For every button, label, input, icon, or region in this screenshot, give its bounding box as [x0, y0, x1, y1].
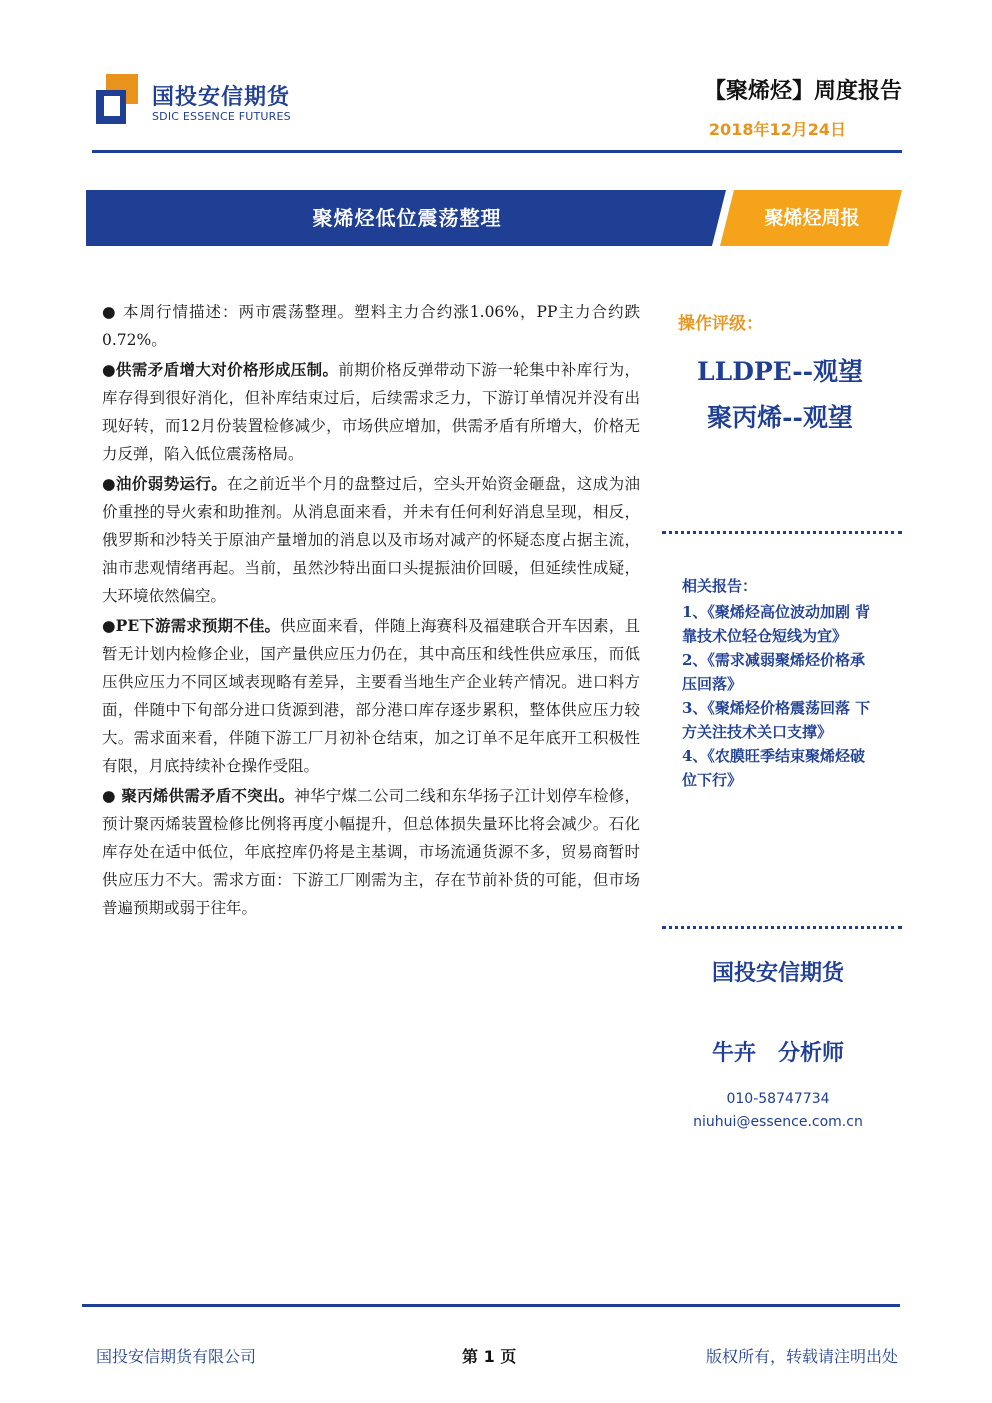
paragraph-lead: ●PE下游需求预期不佳。	[102, 616, 281, 635]
related-report-item[interactable]: 3、《聚烯烃价格震荡回落 下方关注技术关口支撑》	[682, 699, 871, 741]
report-date: 2018年12月24日	[708, 120, 846, 139]
related-report-item[interactable]: 2、《需求减弱聚烯烃价格承压回落》	[682, 651, 865, 693]
paragraph-lead: ●	[102, 302, 123, 321]
sidebar-company-name: 国投安信期货	[711, 961, 844, 986]
logo-mark-icon	[96, 74, 138, 124]
paragraph-oil-price	[102, 470, 640, 610]
analyst-line	[660, 1036, 896, 1067]
analyst-title: 分析师	[778, 1041, 845, 1066]
report-type: 【聚烯烃】周度报告	[703, 79, 902, 104]
page-number: 第 1 页	[462, 1347, 517, 1366]
paragraph-market-summary	[102, 298, 640, 354]
paragraph-lead: ● 聚丙烯供需矛盾不突出。	[102, 786, 295, 805]
logo-english-name: SDIC ESSENCE FUTURES	[152, 110, 291, 123]
paragraph-lead: ●供需矛盾增大对价格形成压制。	[102, 360, 339, 379]
related-report-item[interactable]: 1、《聚烯烃高位波动加剧 背靠技术位轻仓短线为宜》	[682, 603, 871, 645]
header-divider	[92, 150, 902, 153]
paragraph-lead: ●油价弱势运行。	[102, 474, 228, 493]
paragraph-text: 前期价格反弹带动下游一轮集中补库行为，库存得到很好消化，但补库结束过后，后续需求乏力，下游订单情况并没有出现好转，而12月份装置检修减少，市场供应增加，供需矛盾有所增大，价格无力反弹，陷入低位震荡格局。	[102, 361, 640, 463]
report-category-tag: 聚烯烃周报	[764, 207, 860, 229]
footer-divider	[82, 1304, 900, 1307]
footer-copyright: 版权所有，转载请注明出处	[705, 1347, 898, 1366]
footer-company: 国投安信期货有限公司	[96, 1347, 257, 1366]
report-body	[102, 298, 640, 924]
paragraph-pp-supply	[102, 782, 640, 922]
analyst-email[interactable]: niuhui@essence.com.cn	[693, 1114, 863, 1130]
paragraph-text: 在之前近半个月的盘整过后，空头开始资金砸盘，这成为油价重挫的导火索和助推剂。从消息面来看，并未有任何利好消息呈现，相反，俄罗斯和沙特关于原油产量增加的消息以及市场对减产的怀疑态度占据主流，油市悲观情绪再起。当前，虽然沙特出面口头提振油价回暖，但延续性成疑，大环境依然偏空。	[102, 475, 640, 605]
rating-label: 操作评级：	[678, 314, 763, 334]
paragraph-text: 本周行情描述：两市震荡整理。塑料主力合约涨1.06%，PP主力合约跌0.72%。	[102, 303, 640, 349]
sidebar-divider	[662, 926, 902, 929]
sidebar-divider	[662, 531, 902, 534]
logo-chinese-name: 国投安信期货	[152, 85, 291, 110]
rating-lldpe: LLDPE--观望	[697, 357, 863, 386]
rating-pp: 聚丙烯--观望	[707, 403, 853, 432]
paragraph-text: 供应面来看，伴随上海赛科及福建联合开车因素，且暂无计划内检修企业，国产量供应压力仍在，其中高压和线性供应承压，而低压供应压力不同区域表现略有差异，主要看当地生产企业转产情况。进口料方面，伴随中下旬部分进口货源到港，部分港口库存逐步累积，整体供应压力较大。需求面来看，伴随下游工厂月初补仓结束，加之订单不足年底开工积极性有限，月底持续补仓操作受阻。	[102, 617, 640, 775]
paragraph-pe-demand	[102, 612, 640, 780]
related-report-item[interactable]: 4、《农膜旺季结束聚烯烃破位下行》	[682, 747, 865, 789]
company-logo	[96, 74, 306, 130]
related-reports-title: 相关报告：	[682, 577, 758, 595]
paragraph-supply-demand	[102, 356, 640, 468]
analyst-phone: 010-58747734	[726, 1091, 830, 1107]
analyst-name: 牛卉	[711, 1041, 756, 1066]
related-reports-list	[682, 600, 878, 792]
report-title: 聚烯烃低位震荡整理	[312, 206, 502, 230]
paragraph-text: 神华宁煤二公司二线和东华扬子江计划停车检修，预计聚丙烯装置检修比例将再度小幅提升，但总体损失量环比将会减少。石化库存处在适中低位，年底控库仍将是主基调，市场流通货源不多，贸易商暂时供应压力不大。需求方面：下游工厂刚需为主，存在节前补货的可能，但市场普遍预期或弱于往年。	[102, 787, 641, 917]
